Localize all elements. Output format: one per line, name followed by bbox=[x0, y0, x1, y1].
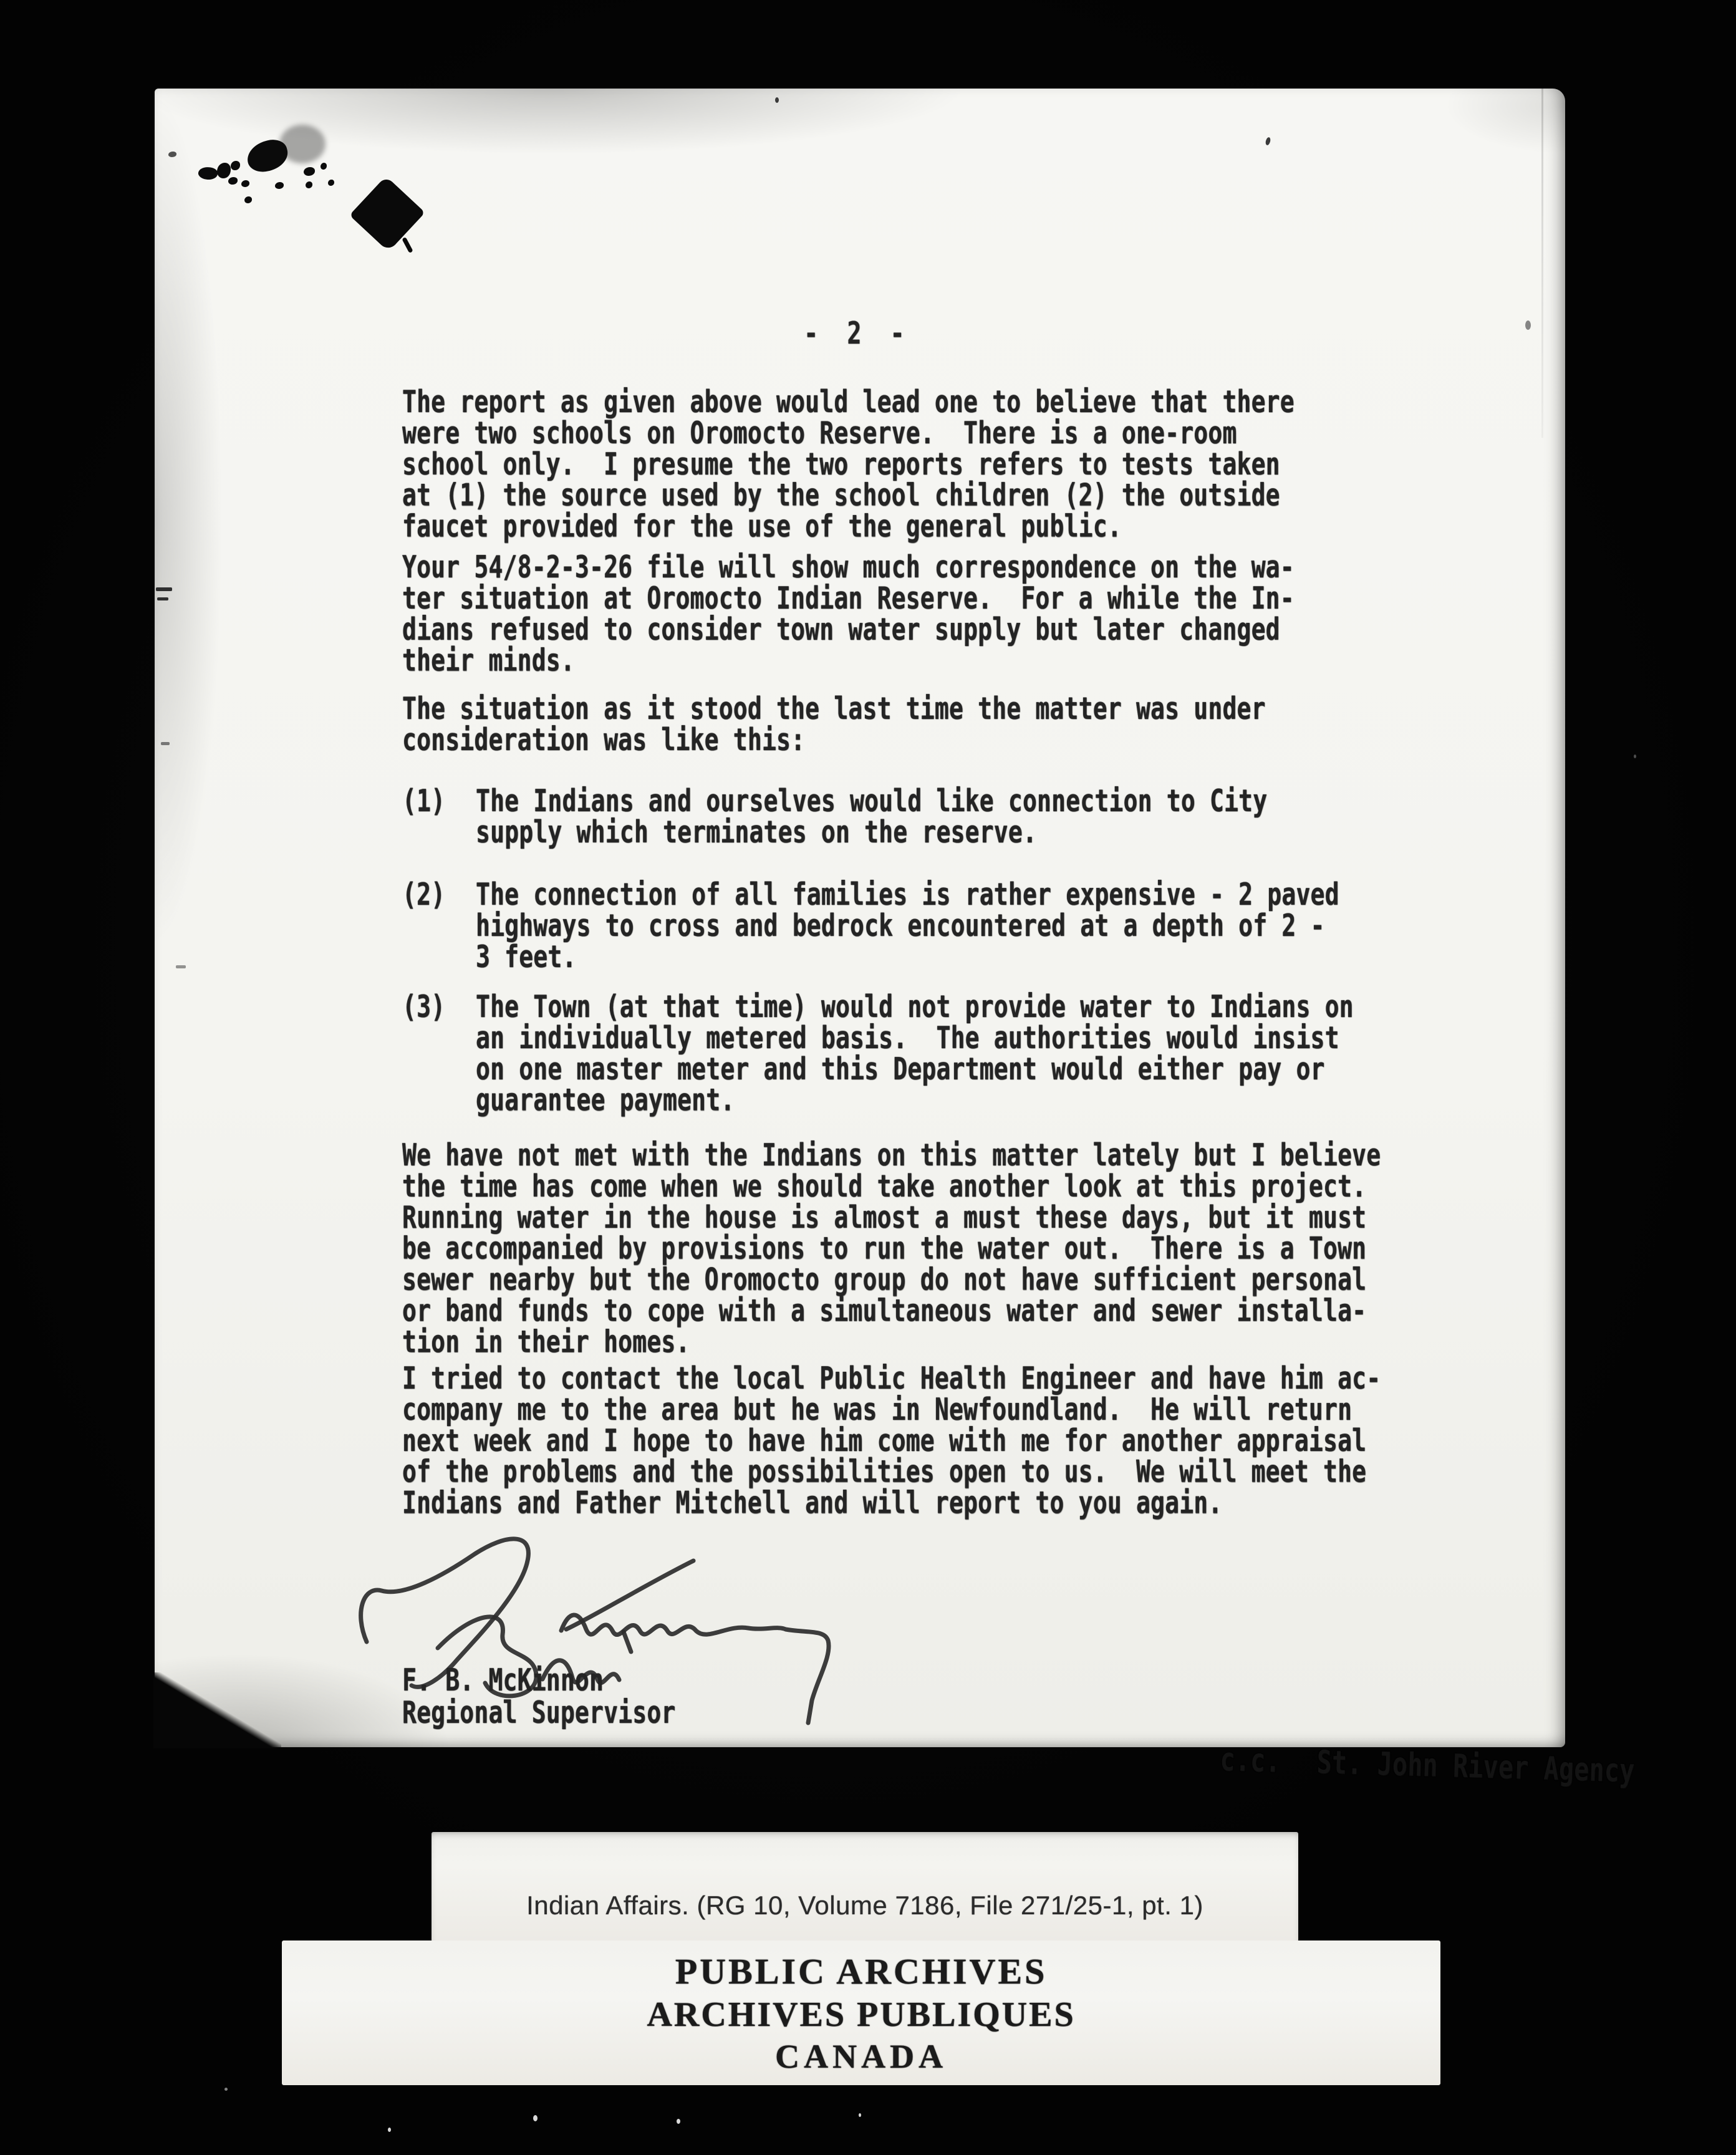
signatory-name: F. B. McKinnon bbox=[402, 1662, 604, 1698]
dust-speck bbox=[533, 2115, 538, 2121]
paragraph: I tried to contact the local Public Health Engineer and have him ac- company me to the area but he was in Newfoundland. He will return next week and I hope to have him come with me for another appraisal of the problems and the possibilities open to us. We will meet the Indians and Father Mitchell and will report to you again. bbox=[402, 1361, 1381, 1521]
stamp-line-2: ARCHIVES PUBLIQUES bbox=[647, 1995, 1076, 2034]
stamp-line-1: PUBLIC ARCHIVES bbox=[675, 1950, 1048, 1992]
archive-stamp-strip bbox=[282, 1940, 1440, 2085]
list-item bbox=[402, 783, 1268, 850]
paper-speck bbox=[775, 97, 779, 103]
list-item-marker: (1) bbox=[402, 783, 446, 819]
ink-blot bbox=[241, 180, 249, 187]
scan-shadow-wedge bbox=[153, 1672, 281, 1748]
list-item-text: The Town (at that time) would not provide water to Indians on an individually metered basis. The authorities would insist on one master meter and this Department would either pay or guarantee payment. bbox=[476, 989, 1354, 1118]
ink-blot bbox=[231, 161, 240, 170]
list-item bbox=[402, 879, 1339, 973]
paragraph: Your 54/8-2-3-26 file will show much correspondence on the wa- ter situation at Oromocto Indian Reserve. For a while the In- dians refused to consider town water supply but later changed their minds. bbox=[402, 549, 1295, 678]
dust-speck bbox=[224, 2088, 228, 2091]
cc-line bbox=[1128, 1711, 1636, 1818]
ink-blot bbox=[228, 177, 238, 185]
list-item-text: The Indians and ourselves would like connection to City supply which terminates on the reserve. bbox=[476, 783, 1268, 850]
dust-speck bbox=[677, 2119, 680, 2124]
ink-blot bbox=[244, 196, 252, 203]
paragraph: The situation as it stood the last time the matter was under consideration was like this: bbox=[402, 691, 1266, 758]
paragraph: The report as given above would lead one to believe that there were two schools on Oromocto Reserve. There is a one-room school only. I presume the two reports refers to tests taken at (1) the source used by the school children (2) the outside faucet provided for the use of the general public. bbox=[402, 384, 1295, 544]
ink-blot bbox=[168, 152, 176, 157]
ink-blot bbox=[275, 182, 284, 189]
list-item-marker: (2) bbox=[402, 877, 446, 912]
paper-crease bbox=[1541, 89, 1543, 438]
ink-blot bbox=[198, 166, 218, 181]
cc-recipient: St. John River Agency bbox=[1316, 1744, 1636, 1790]
archive-caption: Indian Affairs. (RG 10, Volume 7186, File 271/25-1, pt. 1) bbox=[526, 1891, 1203, 1920]
ink-blot bbox=[321, 163, 327, 170]
edge-mark bbox=[176, 965, 186, 968]
list-item-text: The connection of all families is rather expensive - 2 paved highways to cross and bedrock encountered at a depth of 2 - 3 feet. bbox=[476, 877, 1339, 975]
list-item bbox=[402, 991, 1354, 1116]
dust-speck bbox=[859, 2113, 861, 2117]
paper-speck bbox=[1265, 137, 1271, 145]
archive-caption-strip bbox=[432, 1832, 1298, 1942]
paragraph: We have not met with the Indians on this matter lately but I believe the time has come when we should take another look at this project. Running water in the house is almost a must these days, but it must be accompanied by provisions to run the water out. There is a Town sewer nearby but the Oromocto group do not have sufficient personal or band funds to cope with a simultaneous water and sewer installa- tion in their homes. bbox=[402, 1137, 1381, 1359]
cc-label: c.c. bbox=[1219, 1741, 1281, 1780]
ink-blot-tail bbox=[402, 237, 413, 253]
ink-blot bbox=[304, 167, 315, 176]
ink-blot bbox=[328, 180, 334, 186]
page-number: - 2 - bbox=[804, 316, 905, 351]
edge-mark bbox=[157, 597, 168, 600]
dust-speck bbox=[388, 2128, 391, 2132]
signatory-title: Regional Supervisor bbox=[402, 1695, 676, 1730]
edge-mark bbox=[156, 587, 172, 591]
ink-blot bbox=[217, 163, 231, 178]
stamp-line-3: CANADA bbox=[775, 2037, 947, 2075]
letter-page bbox=[155, 89, 1636, 1790]
ink-blot-diamond bbox=[349, 176, 425, 252]
paper-speck bbox=[1525, 321, 1531, 330]
edge-mark bbox=[161, 742, 170, 745]
list-item-marker: (3) bbox=[402, 989, 446, 1024]
ink-blot bbox=[306, 181, 312, 188]
dust-speck bbox=[1634, 754, 1636, 758]
